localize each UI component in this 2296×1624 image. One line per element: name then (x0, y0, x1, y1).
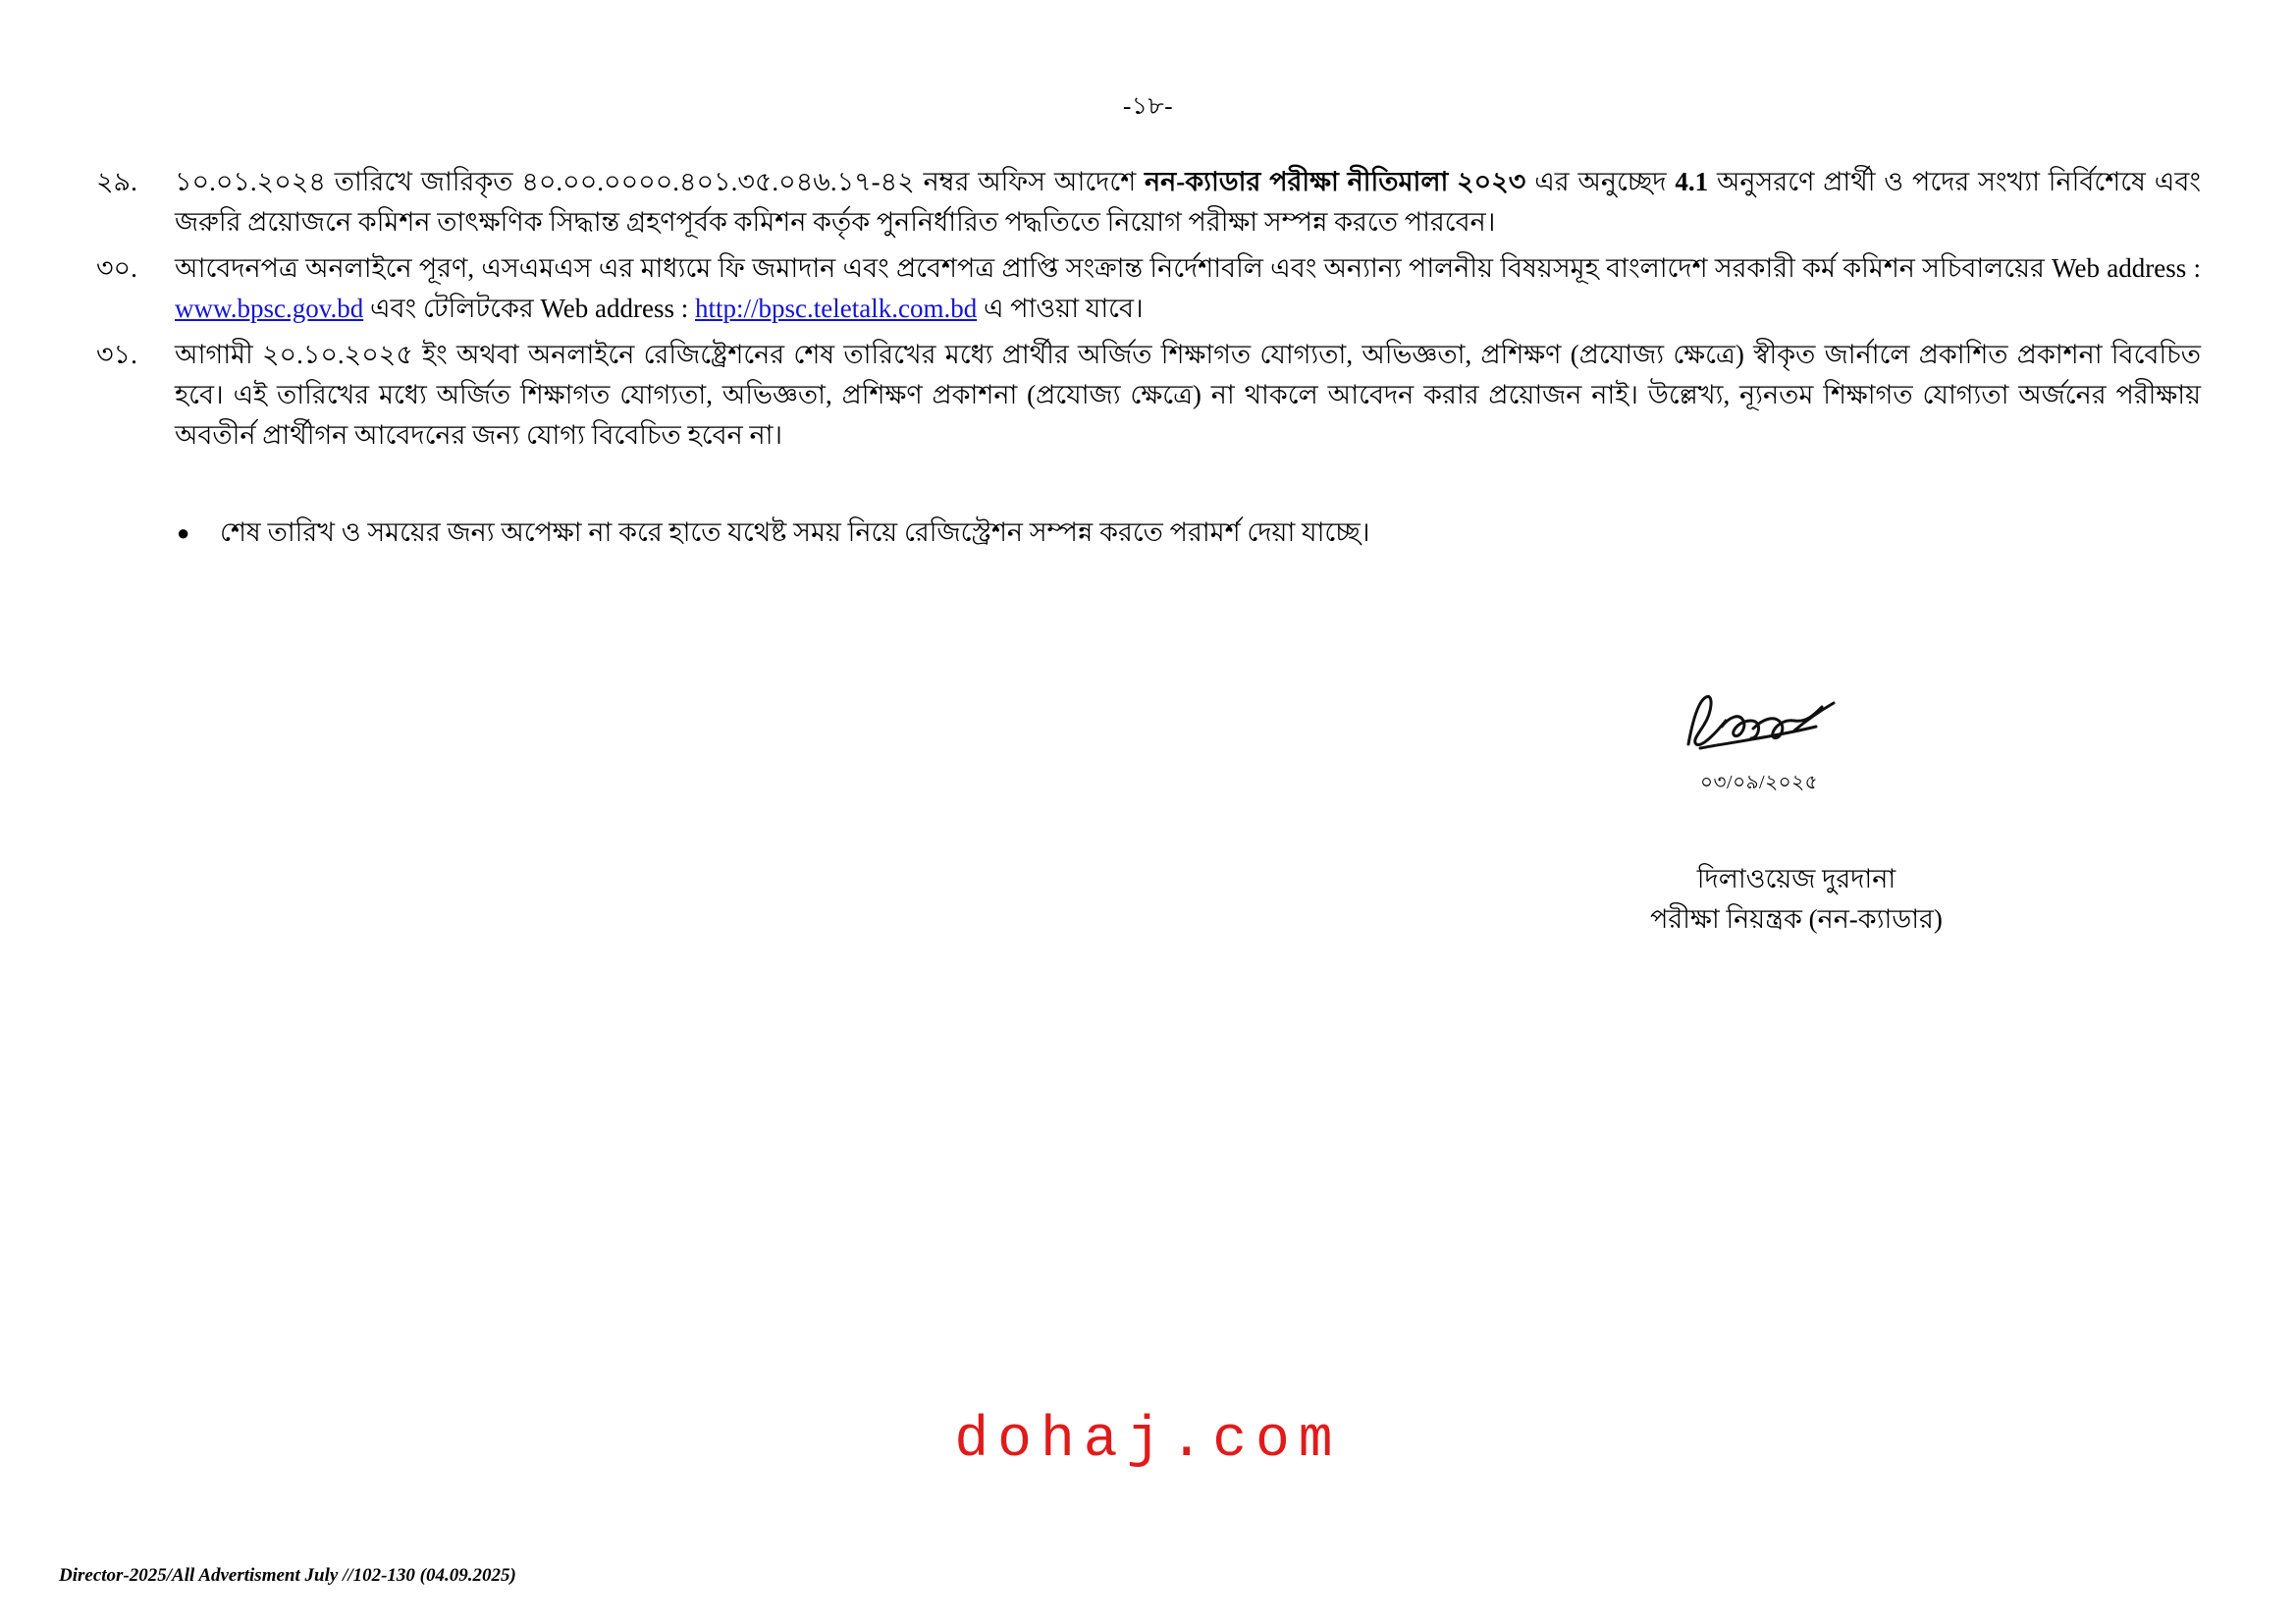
clause-item (88, 335, 2209, 456)
watermark: dohaj.com (954, 1409, 1342, 1473)
clause-text: আবেদনপত্র অনলাইনে পূরণ, এসএমএস এর মাধ্যমে ফি জমাদান এবং প্রবেশপত্র প্রাপ্তি সংক্রান্ত নির্দেশাবলি এবং অন্যান্য পালনীয় বিষয়সমূহ বাংলাদেশ সরকারী কর্ম কমিশন সচিবালয়ের Web address : www.bpsc.gov.bd এবং টেলিটকের Web address : http://bpsc.teletalk.com.bd এ পাওয়া যাবে। (175, 253, 2201, 324)
bullet-icon: ● (177, 520, 190, 546)
teletalk-website-link[interactable]: http://bpsc.teletalk.com.bd (695, 294, 978, 324)
handwritten-signature (1492, 687, 2101, 772)
advice-text: শেষ তারিখ ও সময়ের জন্য অপেক্ষা না করে হাতে যথেষ্ট সময় নিয়ে রেজিস্ট্রেশন সম্পন্ন করতে পরামর্শ দেয়া যাচ্ছে। (220, 517, 1370, 548)
clause-number: ৩০. (96, 253, 137, 284)
signature-block (1492, 687, 2101, 939)
signatory-title: পরীক্ষা নিয়ন্ত্রক (নন-ক্যাডার) (1650, 903, 1943, 934)
clause-item (88, 162, 2209, 243)
clause-number: ৩১. (96, 340, 137, 370)
advice-bullet (88, 513, 2209, 553)
bpsc-website-link[interactable]: www.bpsc.gov.bd (175, 294, 364, 324)
clause-text: ১০.০১.২০২৪ তারিখে জারিকৃত ৪০.০০.০০০০.৪০১.৩৫.০৪৬.১৭-৪২ নম্বর অফিস আদেশে নন-ক্যাডার পরীক্ষা নীতিমালা ২০২৩ এর অনুচ্ছেদ 4.1 অনুসরণে প্রার্থী ও পদের সংখ্যা নির্বিশেষে এবং জরুরি প্রয়োজনে কমিশন তাৎক্ষণিক সিদ্ধান্ত গ্রহণপূর্বক কমিশন কর্তৃক পুননির্ধারিত পদ্ধতিতে নিয়োগ পরীক্ষা সম্পন্ন করতে পারবেন। (175, 167, 2201, 238)
clause-item (88, 248, 2209, 329)
document-body (88, 162, 2209, 553)
signatory-name: দিলাওয়েজ দুরদানা (1696, 864, 1896, 893)
footer-reference: Director-2025/All Advertisment July //102-130 (04.09.2025) (59, 1565, 516, 1586)
page-number: -১৮- (1122, 93, 1174, 120)
signature-date: ০৩/০৯/২০২৫ (1700, 772, 1819, 793)
clause-text: আগামী ২০.১০.২০২৫ ইং অথবা অনলাইনে রেজিষ্ট্রেশনের শেষ তারিখের মধ্যে প্রার্থীর অর্জিত শিক্ষাগত যোগ্যতা, অভিজ্ঞতা, প্রশিক্ষণ (প্রযোজ্য ক্ষেত্রে) স্বীকৃত জার্নালে প্রকাশিত প্রকাশনা বিবেচিত হবে। এই তারিখের মধ্যে অর্জিত শিক্ষাগত যোগ্যতা, অভিজ্ঞতা, প্রশিক্ষণ প্রকাশনা (প্রযোজ্য ক্ষেত্রে) না থাকলে আবেদন করার প্রয়োজন নাই। উল্লেখ্য, ন্যূনতম শিক্ষাগত যোগ্যতা অর্জনের পরীক্ষায় অবতীর্ন প্রার্থীগন আবেদনের জন্য যোগ্য বিবেচিত হবেন না। (175, 340, 2201, 451)
clause-number: ২৯. (96, 167, 137, 196)
